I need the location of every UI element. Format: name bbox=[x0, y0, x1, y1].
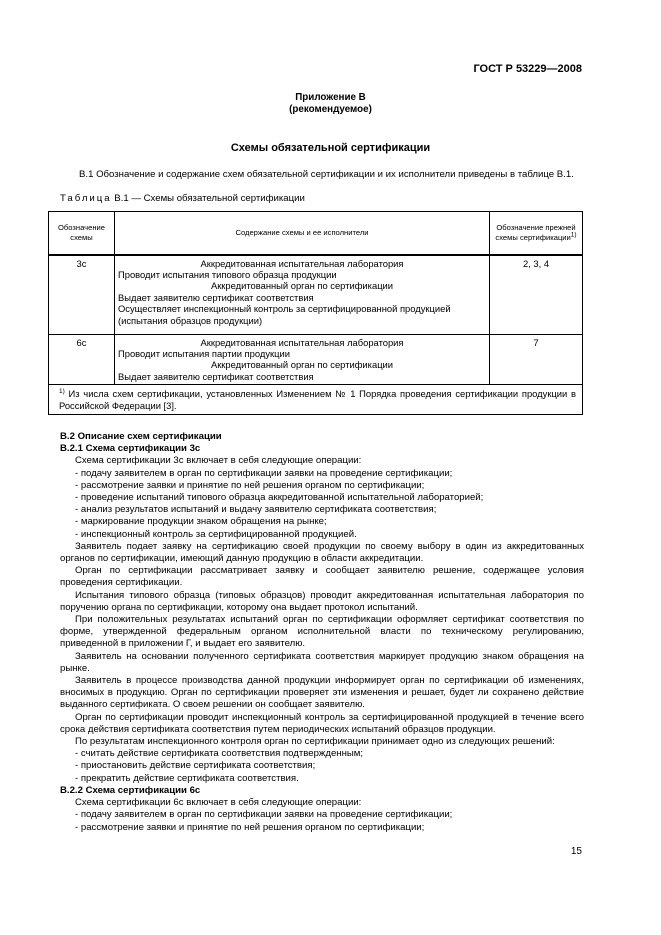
certification-schemes-table bbox=[48, 211, 583, 415]
paragraph: - прекратить действие сертификата соответствия. bbox=[75, 772, 299, 784]
paragraph: - маркирование продукции знаком обращения на рынке; bbox=[75, 516, 327, 528]
row-line: Аккредитованный орган по сертификации bbox=[210, 280, 394, 292]
paragraph: Заявитель на основании полученного сертификата соответствия маркирует продукцию знаком обращения на рынке. bbox=[60, 650, 584, 674]
table-caption bbox=[60, 193, 305, 205]
table-caption-text: В.1 — Схемы обязательной сертификации bbox=[111, 193, 305, 204]
paragraph: - подачу заявителем в орган по сертификации заявки на проведение сертификации; bbox=[75, 467, 453, 479]
row-line: Аккредитованный орган по сертификации bbox=[210, 359, 394, 371]
row-line: Осуществляет инспекционный контроль за сертифицированной продукцией (испытания образцов продукции) bbox=[118, 303, 451, 326]
header-prev-text: Обозначение прежней схемы сертификации bbox=[495, 222, 576, 242]
paragraph: - рассмотрение заявки и принятие по ней решения органом по сертификации; bbox=[75, 821, 425, 833]
paragraph: Схема сертификации 6с включает в себя следующие операции: bbox=[75, 797, 362, 809]
annex-title: Приложение В bbox=[295, 92, 366, 103]
paragraph: При положительных результатах испытаний орган по сертификации оформляет сертификат соответствия по форме, утвержденной федеральным органом исполнительной власти по техническому регулированию, приведенной в приложении Г, и выдает его заявителю. bbox=[60, 614, 584, 650]
footnote-mark: 1) bbox=[59, 388, 65, 395]
paragraph: Заявитель подает заявку на сертификацию своей продукции по своему выбору в один из аккредитованных органов по сертификации, имеющий данную продукцию в области аккредитации. bbox=[60, 540, 584, 565]
table-footnote-row bbox=[49, 385, 583, 415]
paragraph: Орган по сертификации рассматривает заявку и сообщает заявителю решение, содержащее условия проведения сертификации. bbox=[60, 565, 584, 589]
paragraph: Орган по сертификации проводит инспекционный контроль за сертифицированной продукцией в течение всего срока действия сертификата соответствия путем периодических испытаний образцов продукции. bbox=[60, 711, 584, 735]
table-row bbox=[49, 255, 583, 335]
paragraph: Схема сертификации 3с включает в себя следующие операции: bbox=[75, 455, 362, 467]
section-heading: В.2.1 Схема сертификации 3с bbox=[60, 443, 201, 455]
paragraph: - рассмотрение заявки и принятие по ней решения органом по сертификации; bbox=[75, 479, 425, 491]
intro-paragraph: В.1 Обозначение и содержание схем обязательной сертификации и их исполнители приведены в таблице В.1. bbox=[79, 169, 574, 180]
header-prev bbox=[490, 212, 583, 255]
paragraph: - инспекционный контроль за сертифицированной продукцией. bbox=[75, 528, 357, 540]
section-heading: В.2 Описание схем сертификации bbox=[60, 431, 222, 442]
header-content: Содержание схемы и ее исполнители bbox=[115, 212, 490, 255]
body-text bbox=[60, 431, 584, 834]
row-line: Выдает заявителю сертификат соответствия bbox=[118, 370, 314, 382]
paragraph: - приостановить действие сертификата соответствия; bbox=[75, 760, 316, 772]
row-content bbox=[115, 255, 490, 335]
row-prev: 2, 3, 4 bbox=[490, 255, 583, 335]
section-heading: В.2.2 Схема сертификации 6с bbox=[60, 784, 201, 796]
row-content bbox=[115, 334, 490, 385]
page-number: 15 bbox=[570, 846, 582, 857]
paragraph: - считать действие сертификата соответствия подтвержденным; bbox=[75, 748, 364, 760]
row-line: Проводит испытания типового образца продукции bbox=[118, 268, 337, 280]
header-code: Обозначение схемы bbox=[49, 212, 115, 255]
row-code: 3с bbox=[49, 255, 115, 335]
paragraph: Испытания типового образца (типовых образцов) проводит аккредитованная испытательная лаборатория по поручению органа по сертификации, которому она выдает протокол испытаний. bbox=[60, 589, 584, 613]
table-row bbox=[49, 334, 583, 385]
paragraph: По результатам инспекционного контроля орган по сертификации принимает одно из следующих решений: bbox=[75, 736, 555, 748]
annex-status: (рекомендуемое) bbox=[289, 104, 372, 115]
table-caption-label: Таблица bbox=[60, 193, 112, 204]
row-code: 6с bbox=[49, 334, 115, 385]
annex-heading bbox=[0, 92, 661, 116]
paragraph: - анализ результатов испытаний и выдачу заявителю сертификата соответствия; bbox=[75, 504, 437, 516]
row-line: Проводит испытания партии продукции bbox=[118, 347, 290, 359]
row-prev: 7 bbox=[490, 334, 583, 385]
paragraph: - проведение испытаний типового образца аккредитованной испытательной лабораторией; bbox=[75, 492, 484, 504]
paragraph: Заявитель в процессе производства данной продукции информирует орган по сертификации об изменениях, вносимых в продукцию. Орган по сертификации проверяет эти изменения и решает, будет ли сохранено действие выданного сертификата. О своем решении он сообщает заявителю. bbox=[60, 675, 584, 711]
header-prev-footnote-mark: 1) bbox=[570, 231, 577, 239]
row-line: Аккредитованная испытательная лаборатория bbox=[200, 336, 404, 348]
row-line: Выдает заявителю сертификат соответствия bbox=[118, 291, 314, 303]
document-code: ГОСТ Р 53229—2008 bbox=[473, 63, 582, 75]
table-footnote bbox=[49, 385, 583, 415]
paragraph: - подачу заявителем в орган по сертификации заявки на проведение сертификации; bbox=[75, 809, 453, 821]
row-line: Аккредитованная испытательная лаборатория bbox=[200, 257, 404, 269]
footnote-text: Из числа схем сертификации, установленных Изменением № 1 Порядка проведения сертификации продукции в Российской Федерации [3]. bbox=[59, 388, 576, 411]
section-title: Схемы обязательной сертификации bbox=[230, 142, 431, 154]
